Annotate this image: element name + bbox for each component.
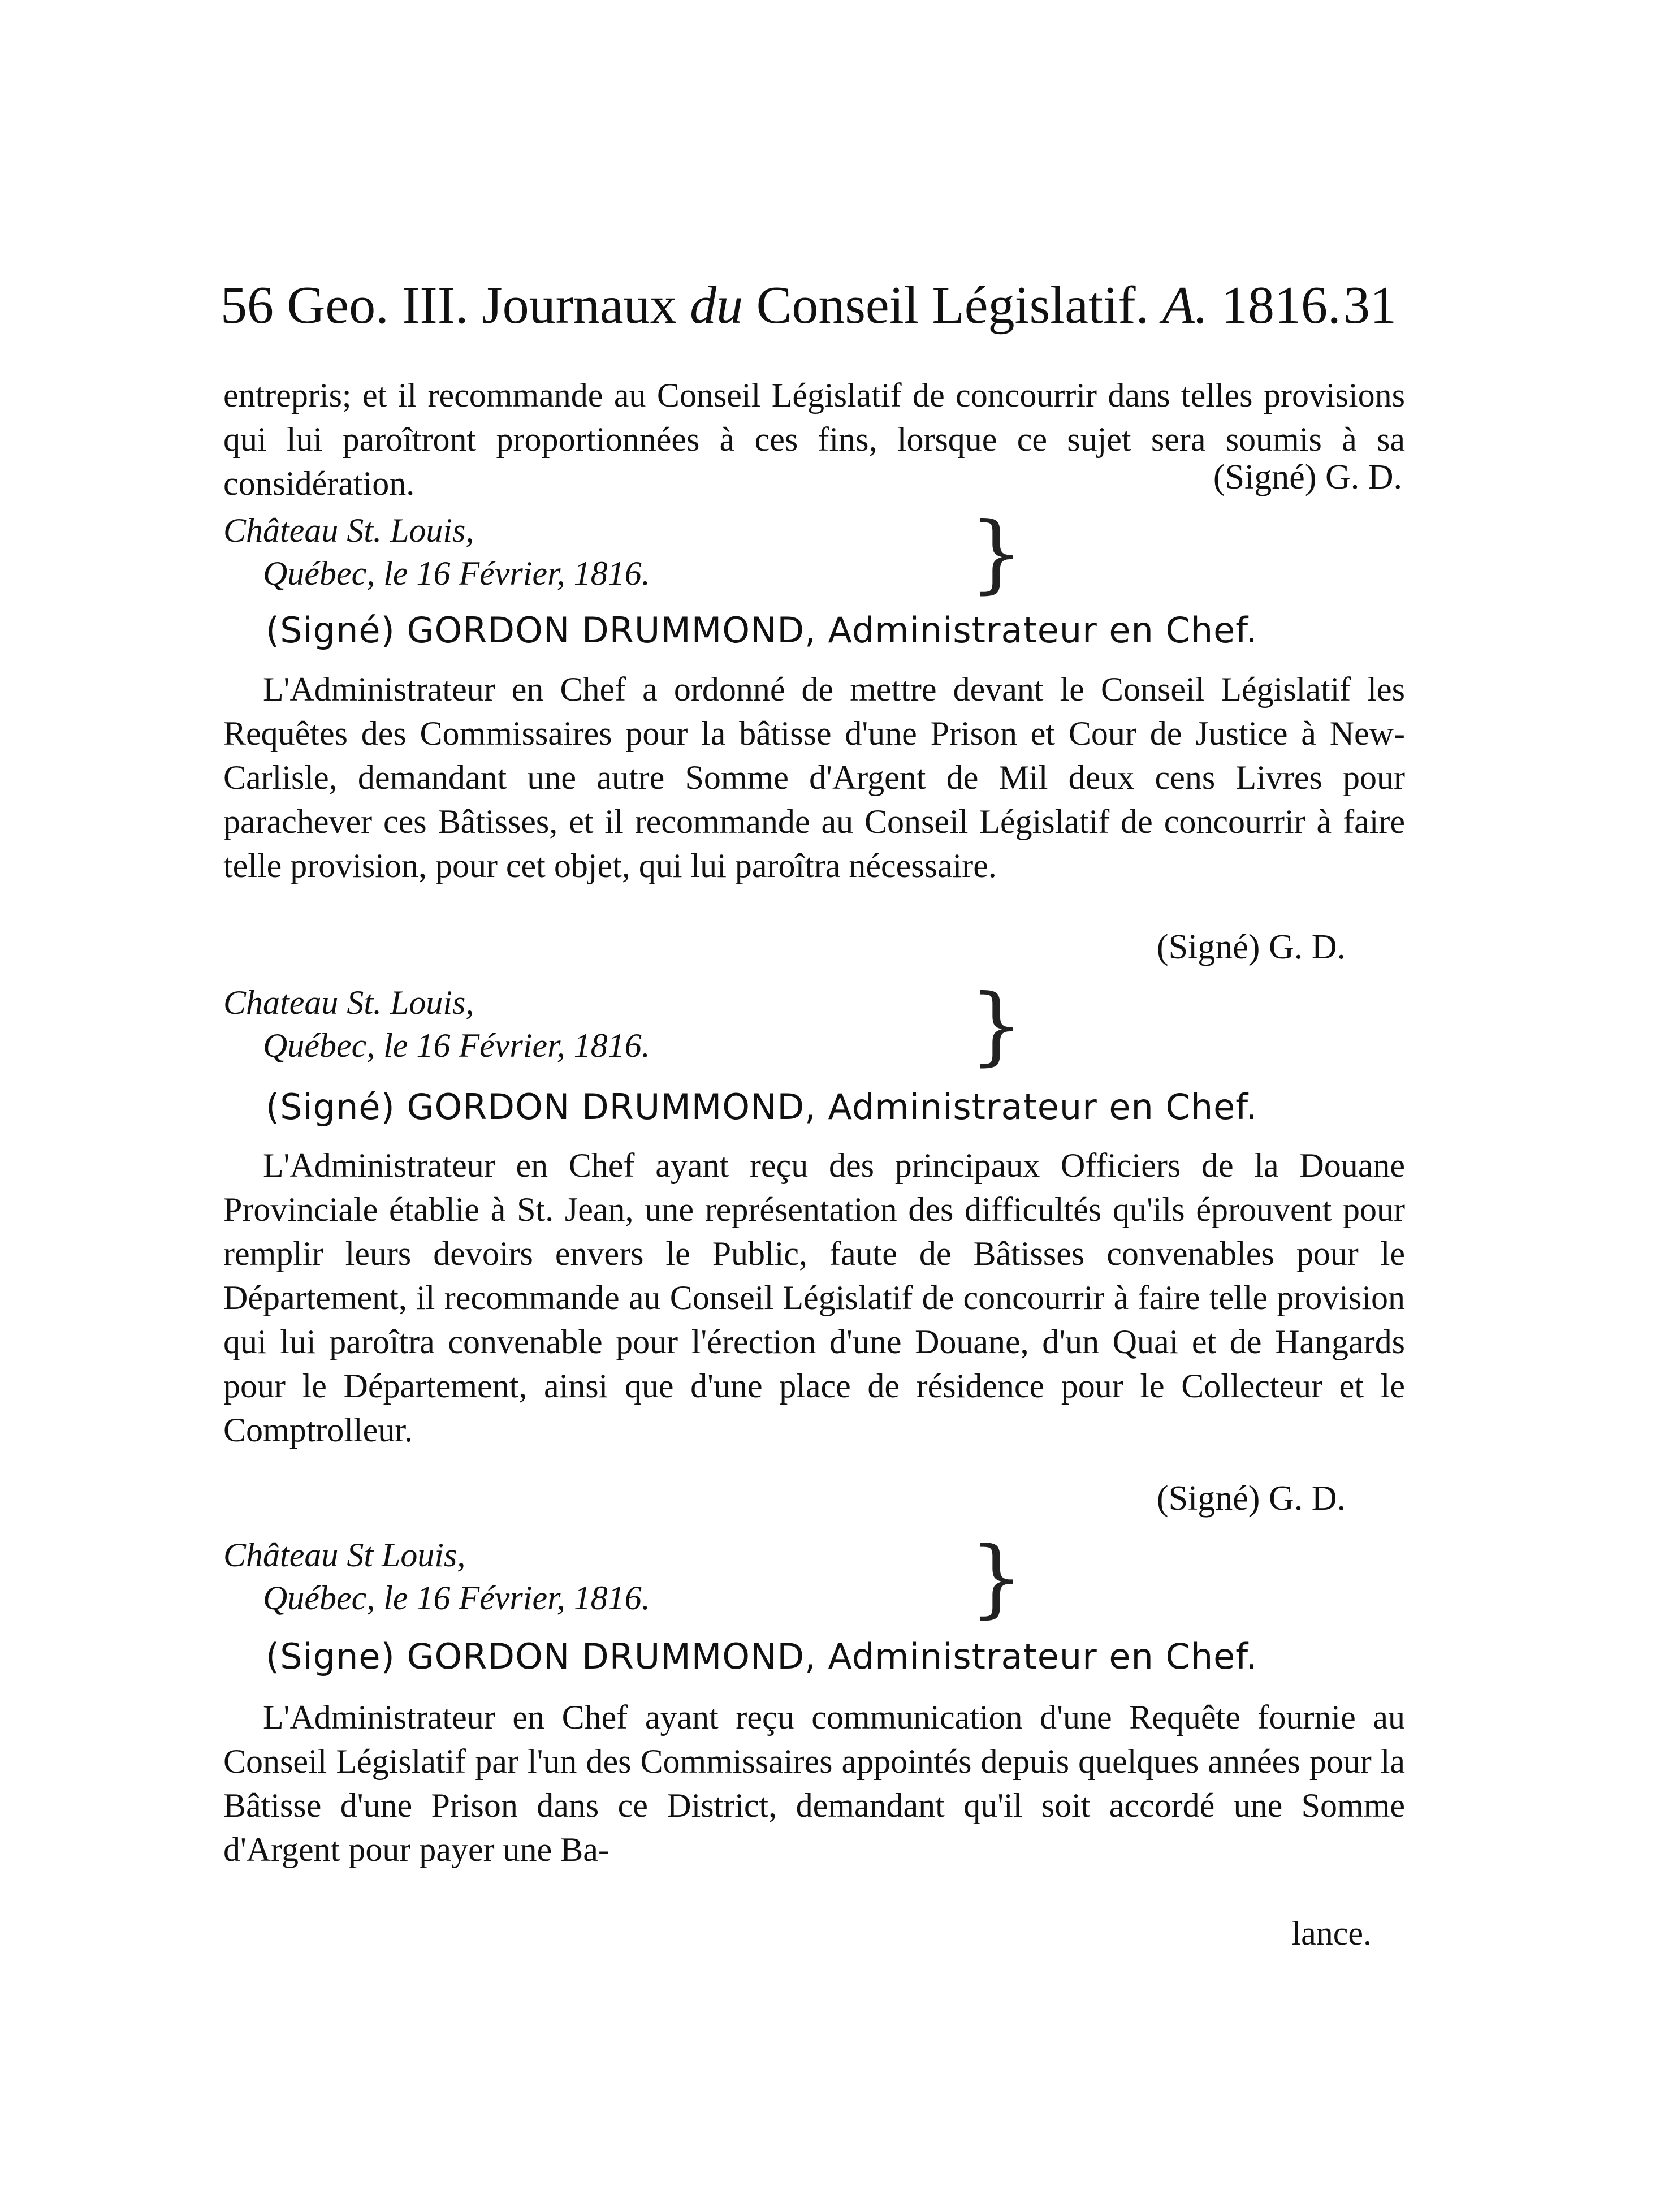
place-date-3 — [223, 1529, 1024, 1627]
header-regnal: 56 Geo. III. — [221, 276, 469, 335]
admin-signature-1: (Signé) GORDON DRUMMOND, Administrateur en Chef. — [266, 610, 1258, 651]
paragraph-1: entrepris; et il recommande au Conseil Législatif de concourrir dans telles provisions qui lui paroîtront proportionnées à ces fins, lorsque ce sujet sera soumis à sa considération. — [223, 377, 1405, 502]
admin-signature-2: (Signé) GORDON DRUMMOND, Administrateur en Chef. — [266, 1086, 1258, 1127]
place-line-1: Château St. Louis, — [223, 512, 474, 549]
brace-3: } — [970, 1529, 1024, 1627]
signed-initials-3: (Signé) G. D. — [1156, 1479, 1346, 1518]
header-journal-b: Conseil Législatif. — [756, 276, 1149, 335]
running-header — [221, 271, 1397, 339]
place-line-2: Chateau St. Louis, — [223, 984, 474, 1021]
place-date-1 — [223, 504, 1024, 603]
signed-initials-1: (Signé) G. D. — [1213, 458, 1402, 496]
catchword: lance. — [1291, 1915, 1372, 1952]
signed-initials-2: (Signé) G. D. — [1156, 928, 1346, 966]
brace-1: } — [970, 504, 1024, 603]
date-line-1: Québec, le 16 Février, 1816. — [263, 555, 650, 592]
header-journal-a: Journaux — [482, 276, 677, 335]
place-date-2 — [223, 977, 1024, 1075]
header-letter: A. — [1162, 276, 1208, 335]
paragraph-3: L'Administrateur en Chef ayant reçu des principaux Officiers de la Douane Provinciale établie à St. Jean, une représentation des difficultés qu'ils éprouvent pour remplir leurs devoirs envers le Public, faute de Bâtisses convenables pour le Département, il recommande au Conseil Législatif de concourrir à faire telle provision qui lui paroîtra convenable pour l'érection d'une Douane, d'un Quai et de Hangards pour le Département, ainsi que d'une place de résidence pour le Collecteur et le Comptrolleur. — [223, 1147, 1405, 1449]
paragraph-4: L'Administrateur en Chef ayant reçu communication d'une Requête fournie au Conseil Législatif par l'un des Commissaires appointés depuis quelques années pour la Bâtisse d'une Prison dans ce District, demandant qu'il soit accordé une Somme d'Argent pour payer une Ba- — [223, 1699, 1405, 1868]
paragraph-2: L'Administrateur en Chef a ordonné de mettre devant le Conseil Législatif les Requêtes des Commissaires pour la bâtisse d'une Prison et Cour de Justice à New-Carlisle, demandant une autre Somme d'Argent de Mil deux cens Livres pour parachever ces Bâtisses, et il recommande au Conseil Législatif de concourrir à faire telle provision, pour cet objet, qui lui paroîtra nécessaire. — [223, 671, 1405, 884]
header-year: 1816. — [1221, 276, 1341, 335]
admin-signature-3: (Signe) GORDON DRUMMOND, Administrateur en Chef. — [266, 1636, 1258, 1677]
brace-2: } — [970, 977, 1024, 1075]
date-line-2: Québec, le 16 Février, 1816. — [263, 1027, 650, 1064]
page-number: 31 — [1343, 276, 1397, 335]
place-line-3: Château St Louis, — [223, 1536, 466, 1574]
date-line-3: Québec, le 16 Février, 1816. — [263, 1579, 650, 1617]
header-journal-du: du — [690, 276, 743, 335]
